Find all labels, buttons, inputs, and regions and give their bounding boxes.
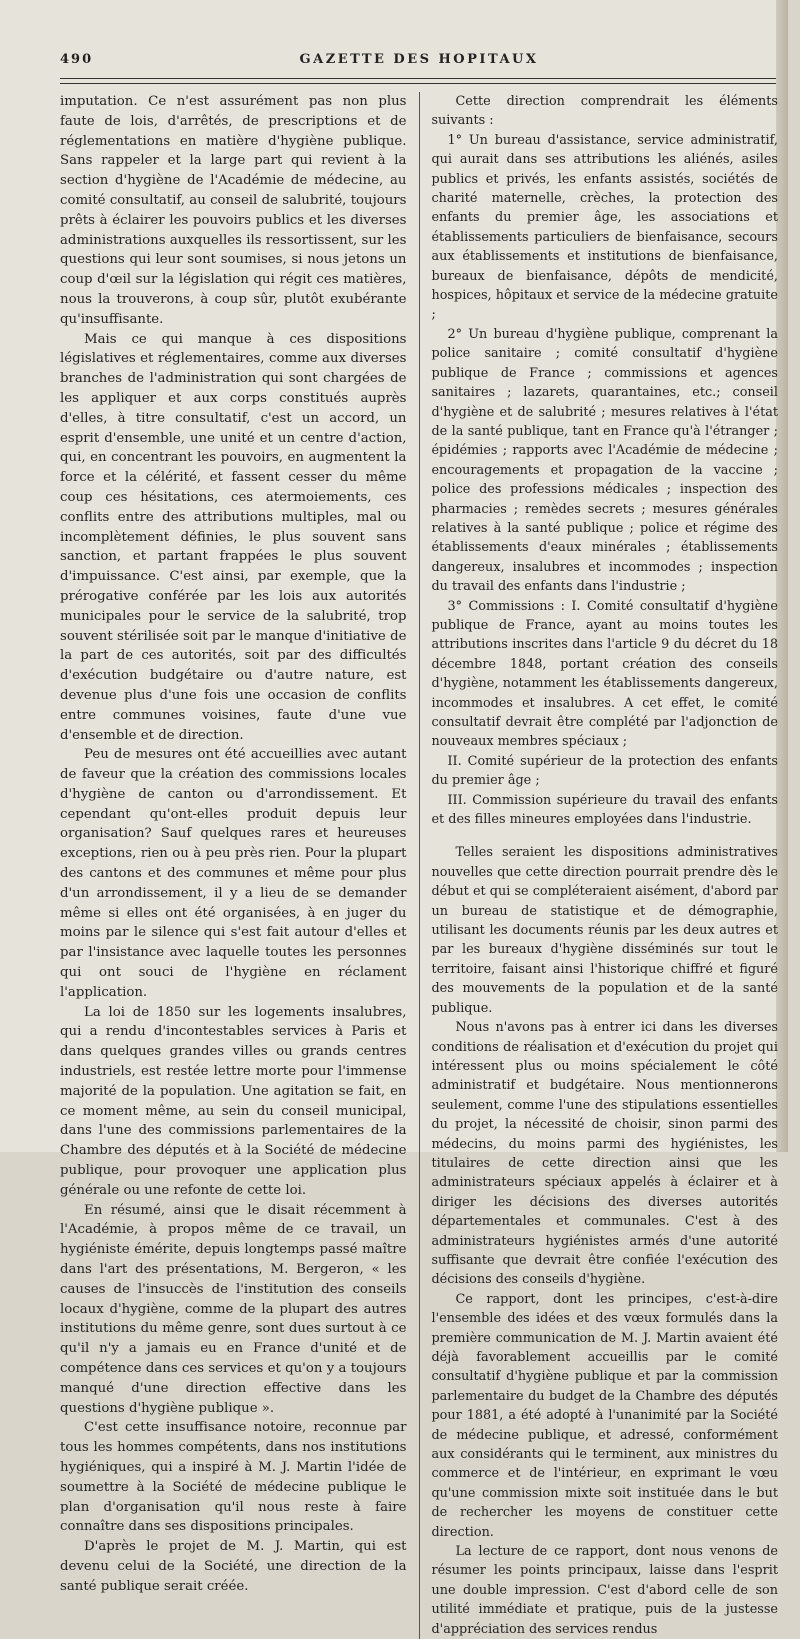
paragraph: Nous n'avons pas à entrer ici dans les diverses conditions de réalisation et d'exécution du projet qui intéressent plus ou moins spécialement le côté administratif et budgétaire. Nous mentionnerons seulement, comme l'une des stipulations essentielles du projet, la nécessité de choisir, sinon parmi des médecins, du moins parmi des hygiénistes, les titulaires de cette direction ainsi que les administrateurs spéciaux appelés à éclairer et à diriger les décisions des diverses autorités départementales et communales. C'est à des administrateurs hygiénistes armés d'une autorité suffisante que devrait être confiée l'exécution des décisions des conseils d'hygiène. <box>431 1020 778 1288</box>
section-gap <box>431 829 778 843</box>
paragraph: Peu de mesures ont été accueillies avec autant de faveur que la création des commissions locales d'hygiène de canton ou d'arrondissement. Et cependant qu'ont-elles produit depuis leur organisation? Sauf quelques rares et heureuses exceptions, rien ou à peu près rien. Pour la plupart des cantons et des communes et même pour plus d'un arrondissement, il y a lieu de se demander même si elles ont été organisées, à en juger du moins par le silence qui s'est fait autour d'elles et par l'insistance avec laquelle toutes les personnes qui ont souci de l'hygiène en réclament l'application. <box>60 747 407 1000</box>
list-item: 3° Commissions : I. Comité consultatif d'hygiène publique de France, ayant au moins toutes les attributions inscrites dans l'article 9 du décret du 18 décembre 1848, portant création des conseils d'hygiène, notamment les établissements dangereux, incommodes et insalubres. A cet effet, le comité consultatif devrait être complété par l'adjonction de nouveaux membres spéciaux ; <box>431 598 778 750</box>
directorate-list <box>431 131 778 830</box>
list-item: 1° Un bureau d'assistance, service administratif, qui aurait dans ses attributions les aliénés, asiles publics et privés, les enfants assistés, sociétés de charité maternelle, crèches, la protection des enfants du premier âge, les associations et établissements particuliers de bienfaisance, secours aux établissements et institutions de bienfaisance, bureaux de bienfaisance, dépôts de mendicité, hospices, hôpitaux et service de la médecine gratuite ; <box>431 132 778 323</box>
column-divider <box>419 92 420 1639</box>
list-item: III. Commission supérieure du travail des enfants et des filles mineures employées dans l'industrie. <box>431 792 778 828</box>
left-column <box>60 92 407 1639</box>
running-head <box>60 52 778 74</box>
paragraph: La loi de 1850 sur les logements insalubres, qui a rendu d'incontestables services à Paris et dans quelques grandes villes ou grands centres industriels, est restée lettre morte pour l'immense majorité de la population. Une agitation se fait, en ce moment même, au sein du conseil municipal, dans l'une des commissions parlementaires de la Chambre des députés et à la Société de médecine publique, pour provoquer une application plus générale ou une refonte de cette loi. <box>60 1004 407 1198</box>
right-column <box>431 92 778 1639</box>
paragraph: D'après le projet de M. J. Martin, qui est devenu celui de la Société, une direction de la santé publique serait créée. <box>60 1539 407 1594</box>
paragraph: Mais ce qui manque à ces dispositions législatives et réglementaires, comme aux diverses branches de l'administration qui sont chargées de les appliquer et aux corps constitués auprès d'elles, à titre consultatif, c'est un accord, un esprit d'ensemble, une unité et un centre d'action, qui, en concentrant les pouvoirs, en augmentent la force et la célérité, et fassent cesser du même coup ces hésitations, ces atermoiements, ces conflits entre des attributions multiples, mal ou incomplètement définies, le plus souvent sans sanction, et partant frappées le plus souvent d'impuissance. C'est ainsi, par exemple, que la prérogative conférée par les lois aux autorités municipales pour le service de la salubrité, trop souvent stérilisée soit par le manque d'initiative de la part de ces autorités, soit par des difficultés d'exécution budgétaire ou d'autre nature, est devenue plus d'une fois une occasion de conflits entre communes voisines, faute d'une vue d'ensemble et de direction. <box>60 331 407 743</box>
text-columns <box>60 92 778 1639</box>
paragraph: La lecture de ce rapport, dont nous venons de résumer les points principaux, laisse dans l'esprit une double impression. C'est d'abord celle de son utilité immédiate et pratique, puis de la justesse d'appréciation des services rendus <box>431 1544 778 1637</box>
page-number: 490 <box>60 52 94 67</box>
paragraph: Ce rapport, dont les principes, c'est-à-dire l'ensemble des idées et des vœux formulés dans la première communication de M. J. Martin avaient été déjà favorablement accueillis par le comité consultatif d'hygiène publique et par la commission parlementaire du budget de la Chambre des députés pour 1881, a été adopté à l'unanimité par la Société de médecine publique, et adressé, conformément aux considérants qui le terminent, aux ministres du commerce et de l'intérieur, en exprimant le vœu qu'une commission mixte soit instituée dans le but de rechercher les moyens de constituer cette direction. <box>431 1291 778 1540</box>
list-item: 2° Un bureau d'hygiène publique, comprenant la police sanitaire ; comité consultatif d'hygiène publique de France ; commissions et agences sanitaires ; lazarets, quarantaines, etc.; conseil d'hygiène et de salubrité ; mesures relatives à l'état de la santé publique, tant en France qu'à l'étranger ; épidémies ; rapports avec l'Académie de médecine ; encouragements et propagation de la vaccine ; police des professions médicales ; inspection des pharmacies ; remèdes secrets ; mesures générales relatives à la santé publique ; police et régime des établissements d'eaux minérales ; établissements dangereux, insalubres et incommodes ; inspection du travail des enfants dans l'industrie ; <box>431 326 778 595</box>
list-item: II. Comité supérieur de la protection des enfants du premier âge ; <box>431 753 778 789</box>
paragraph: imputation. Ce n'est assurément pas non plus faute de lois, d'arrêtés, de prescriptions et de réglementations en matière d'hygiène publique. Sans rappeler et la large part qui revient à la section d'hygiène de l'Académie de médecine, au comité consultatif, au conseil de salubrité, toujours prêts à éclairer les pouvoirs publics et les diverses administrations auxquelles ils ressortissent, sur les questions qui leur sont soumises, si nous jetons un coup d'œil sur la législation qui régit ces matières, nous la trouverons, à coup sûr, plutôt exubérante qu'insuffisante. <box>60 94 407 327</box>
header-rule <box>60 78 778 84</box>
journal-title: GAZETTE DES HOPITAUX <box>299 52 539 67</box>
paragraph: En résumé, ainsi que le disait récemment à l'Académie, à propos même de ce travail, un hygiéniste émérite, depuis longtemps passé maître dans l'art des présentations, M. Bergeron, « les causes de l'insuccès de l'institution des conseils locaux d'hygiène, comme de la plupart des autres institutions du même genre, sont dues surtout à ce qu'il n'y a jamais eu en France d'unité et de compétence dans ces services et qu'on y a toujours manqué d'une direction effective dans les questions d'hygiène publique ». <box>60 1202 407 1416</box>
paragraph: Telles seraient les dispositions administratives nouvelles que cette direction pourrait prendre dès le début et qui se compléteraient aisément, d'abord par un bureau de statistique et de démographie, utilisant les documents réunis par les deux autres et par les bureaux d'hygiène disséminés sur tout le territoire, faisant ainsi l'historique chiffré et figuré des mouvements de la population et de la santé publique. <box>431 845 778 1016</box>
paragraph: C'est cette insuffisance notoire, reconnue par tous les hommes compétents, dans nos institutions hygiéniques, qui a inspiré à M. J. Martin l'idée de soumettre à la Société de médecine publique le plan d'organisation qu'il nous reste à faire connaître dans ses dispositions principales. <box>60 1420 407 1535</box>
paragraph: Cette direction comprendrait les éléments suivants : <box>431 94 778 129</box>
